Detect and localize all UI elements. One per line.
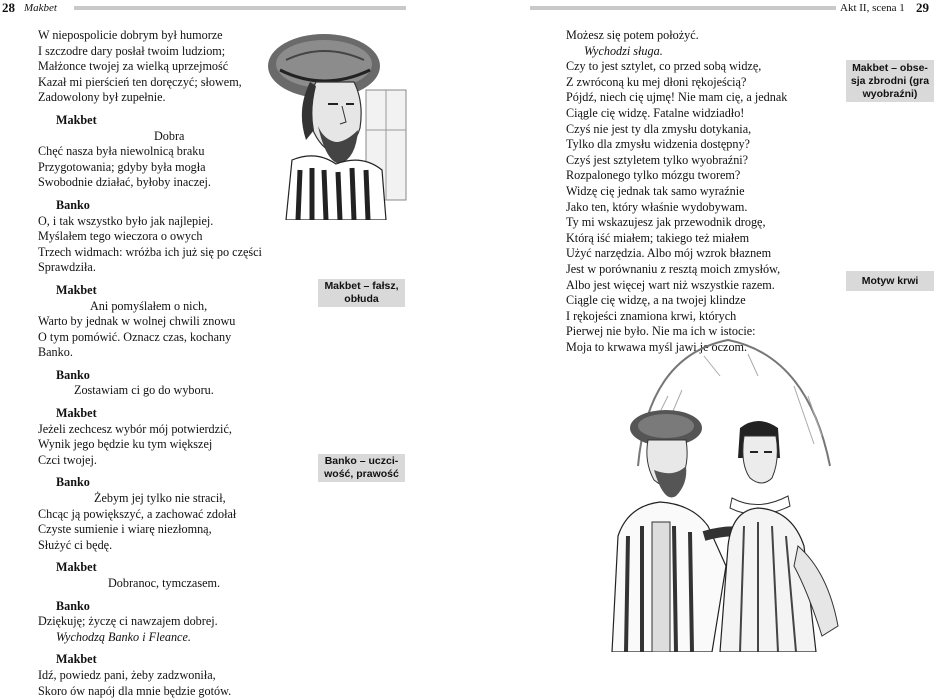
verse-line: Ty mi wskazujesz jak przewodnik drogę, xyxy=(566,215,766,230)
speaker-name: Banko xyxy=(56,598,90,613)
speaker-name: Makbet xyxy=(56,282,97,297)
verse-line: Trzech widmach: wróżba ich już się po części xyxy=(38,244,262,259)
verse-line: Wynik jego będzie ku tym większej xyxy=(38,437,213,452)
verse-line: Ciągle cię widzę. Fatalne widziadło! xyxy=(566,105,745,120)
speaker-name: Makbet xyxy=(56,560,97,575)
running-title: Makbet xyxy=(24,2,57,14)
speaker-name: Banko xyxy=(56,475,90,490)
margin-note-line: sja zbrodni (gra xyxy=(850,74,930,87)
header-rule xyxy=(530,6,836,10)
play-text-column xyxy=(38,28,262,699)
verse-line: Rozpalonego tylko mózgu tworem? xyxy=(566,168,741,183)
verse-line: Jeżeli zechcesz wybór mój potwierdzić, xyxy=(38,421,232,436)
verse-line: Użyć narzędzia. Albo mój wzrok błaznem xyxy=(566,246,772,261)
page-number: 29 xyxy=(916,0,929,15)
margin-note-line: Motyw krwi xyxy=(861,274,919,287)
verse-line: Idź, powiedz pani, żeby zadzwoniła, xyxy=(38,667,216,682)
verse-line: Dobra xyxy=(154,128,185,143)
verse-line: Ciągle cię widzę, a na twojej klindze xyxy=(566,293,746,308)
margin-note-makbet-falsz xyxy=(318,279,405,307)
two-men-under-arch-illustration xyxy=(608,336,858,652)
verse-line: W niepospolicie dobrym był humorze xyxy=(38,28,223,42)
stage-direction: Wychodzą Banko i Fleance. xyxy=(56,629,191,644)
line-gap xyxy=(38,592,262,599)
portrait-man-with-beret-illustration xyxy=(266,30,408,220)
line-gap xyxy=(38,191,262,198)
verse-line: O, i tak wszystko było jak najlepiej. xyxy=(38,213,214,228)
running-title: Akt II, scena 1 xyxy=(840,2,905,14)
line-gap xyxy=(38,276,262,283)
header-rule xyxy=(74,6,406,10)
verse-line: Zadowolony był zupełnie. xyxy=(38,90,166,105)
verse-line: Czci twojej. xyxy=(38,452,97,467)
margin-note-line: Banko – uczci- xyxy=(324,455,399,467)
verse-line: Z zwróconą ku mej dłoni rękojeścią? xyxy=(566,74,747,89)
verse-line: O tym pomówić. Oznacz czas, kochany xyxy=(38,329,232,344)
speaker-name: Banko xyxy=(56,367,90,382)
verse-line: Którą iść miałem; takiego też miałem xyxy=(566,230,750,245)
verse-line: Czyś nie jest ty dla zmysłu dotykania, xyxy=(566,121,752,136)
verse-line: Czyste sumienie i wiarę niezłomną, xyxy=(38,522,212,537)
line-gap xyxy=(38,553,262,560)
margin-note-line: obłuda xyxy=(344,293,379,305)
verse-line: Swobodnie działać, byłoby inaczej. xyxy=(38,175,211,190)
speaker-name: Makbet xyxy=(56,406,97,421)
verse-line: Służyć ci będę. xyxy=(38,537,113,552)
stage-direction: Wychodzi sługa. xyxy=(584,43,663,58)
verse-line: I szczodre dary posłał twoim ludziom; xyxy=(38,43,226,58)
verse-line: Ani pomyślałem o nich, xyxy=(90,298,208,313)
verse-line: Tylko dla zmysłu widzenia dostępny? xyxy=(566,137,750,152)
verse-line: Czy to jest sztylet, co przed sobą widzę, xyxy=(566,59,762,74)
verse-line: Moja to krwawa myśl jawi je oczom. xyxy=(566,339,748,354)
verse-line: Myślałem tego wieczora o owych xyxy=(38,229,203,244)
verse-line: Zostawiam ci go do wyboru. xyxy=(74,383,214,398)
verse-line: Przygotowania; gdyby była mogła xyxy=(38,159,206,174)
verse-line: Pierwej nie było. Nie ma ich w istocie: xyxy=(566,324,756,339)
line-gap xyxy=(38,645,262,652)
left-page xyxy=(0,0,468,698)
margin-note-line: Makbet – obse- xyxy=(852,61,928,74)
verse-line: Widzę cię jednak tak samo wyraźnie xyxy=(566,183,745,198)
speaker-name: Makbet xyxy=(56,652,97,667)
margin-note-motyw-krwi xyxy=(846,271,934,291)
verse-line: Małżonce twojej za wielką uprzejmość xyxy=(38,59,229,74)
margin-note-line: wyobraźni) xyxy=(862,87,918,100)
margin-note-makbet-obsesja xyxy=(846,60,934,102)
verse-line: Albo jest więcej wart niż wszystkie razem. xyxy=(566,277,775,292)
verse-line: Skoro ów napój dla mnie będzie gotów. xyxy=(38,683,232,698)
verse-line: Chcąc ją powiększyć, a zachować zdołał xyxy=(38,506,237,521)
line-gap xyxy=(38,468,262,475)
verse-line: Warto by jednak w wolnej chwili znowu xyxy=(38,314,236,329)
verse-line: Możesz się potem położyć. xyxy=(566,28,699,42)
verse-line: I rękojeści znamiona krwi, których xyxy=(566,308,737,323)
line-gap xyxy=(38,106,262,113)
margin-note-line: wość, prawość xyxy=(324,468,399,480)
verse-line: Jest w porównaniu z resztą moich zmysłów, xyxy=(566,261,781,276)
verse-line: Chęć nasza była niewolnicą braku xyxy=(38,144,205,159)
verse-line: Żebym jej tylko nie stracił, xyxy=(94,491,226,506)
verse-line: Pójdź, niech cię ujmę! Nie mam cię, a jednak xyxy=(566,90,788,105)
verse-line: Kazał mi pierścień ten doręczyć; słowem, xyxy=(38,74,242,89)
right-page xyxy=(468,0,936,656)
verse-line: Jako ten, który właśnie wydobywam. xyxy=(566,199,748,214)
verse-line: Dziękuję; życzę ci nawzajem dobrej. xyxy=(38,614,218,629)
verse-line: Banko. xyxy=(38,345,73,360)
speaker-name: Banko xyxy=(56,197,90,212)
verse-line: Dobranoc, tymczasem. xyxy=(108,576,221,590)
play-text-column xyxy=(566,28,787,355)
margin-note-banko-uczciwosc xyxy=(318,454,405,482)
verse-line: Czyś jest sztyletem tylko wyobraźni? xyxy=(566,152,749,167)
verse-line: Sprawdziła. xyxy=(38,260,96,275)
margin-note-line: Makbet – fałsz, xyxy=(324,280,399,292)
speaker-name: Makbet xyxy=(56,112,97,127)
line-gap xyxy=(38,361,262,368)
page-number: 28 xyxy=(2,0,15,15)
line-gap xyxy=(38,399,262,406)
